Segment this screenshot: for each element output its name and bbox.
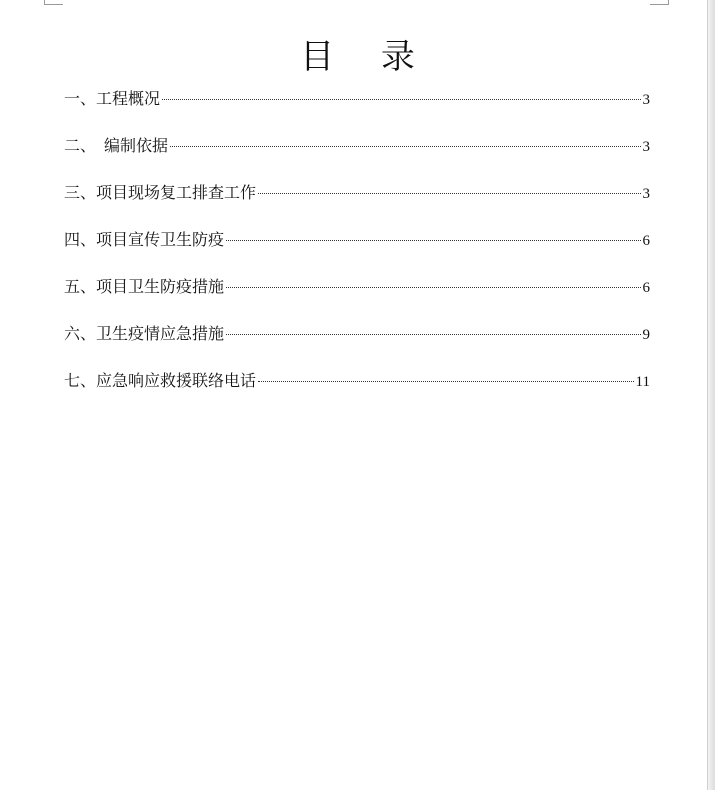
- toc-entry-label: 一、工程概况: [64, 89, 161, 108]
- toc-entry[interactable]: [64, 368, 650, 415]
- toc-entry-label: 二、 编制依据: [64, 136, 169, 155]
- toc-entry[interactable]: [64, 274, 650, 321]
- toc-leader-dots: [226, 334, 640, 335]
- crop-mark-left: [44, 0, 63, 5]
- toc-entry-label: 三、项目现场复工排查工作: [64, 183, 257, 202]
- crop-mark-right: [650, 0, 669, 5]
- toc-entry[interactable]: [64, 86, 650, 133]
- toc-entry-page: 3: [642, 139, 650, 155]
- toc-title: 目 录: [300, 36, 433, 77]
- table-of-contents: [64, 86, 650, 415]
- toc-entry-page: 3: [642, 92, 650, 108]
- toc-entry-page: 3: [642, 186, 650, 202]
- toc-leader-dots: [226, 287, 640, 288]
- toc-entry-label: 六、卫生疫情应急措施: [64, 324, 225, 343]
- toc-entry-label: 七、应急响应救援联络电话: [64, 371, 257, 390]
- toc-leader-dots: [258, 381, 634, 382]
- toc-entry-page: 6: [642, 233, 650, 249]
- toc-leader-dots: [258, 193, 640, 194]
- toc-entry-page: 11: [635, 374, 650, 390]
- toc-entry[interactable]: [64, 321, 650, 368]
- toc-entry[interactable]: [64, 227, 650, 274]
- toc-leader-dots: [162, 99, 640, 100]
- toc-entry-label: 四、项目宣传卫生防疫: [64, 230, 225, 249]
- toc-entry-page: 9: [642, 327, 650, 343]
- toc-entry-label: 五、项目卫生防疫措施: [64, 277, 225, 296]
- page-edge-shadow: [707, 0, 715, 790]
- toc-entry[interactable]: [64, 133, 650, 180]
- toc-entry-page: 6: [642, 280, 650, 296]
- toc-entry[interactable]: [64, 180, 650, 227]
- toc-leader-dots: [226, 240, 640, 241]
- toc-leader-dots: [170, 146, 640, 147]
